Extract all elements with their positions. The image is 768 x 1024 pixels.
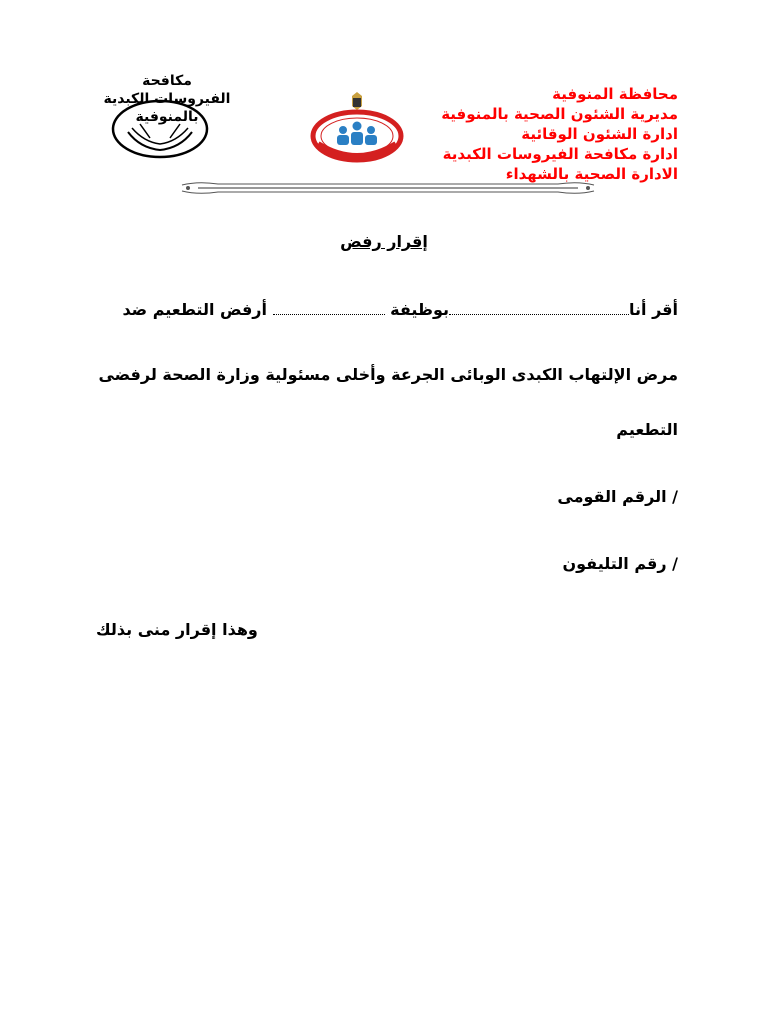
declaration-line-1 — [122, 300, 678, 319]
name-blank[interactable] — [449, 302, 629, 315]
org-line-3: بالمنوفية — [135, 109, 199, 125]
header-line-hepatitis: ادارة مكافحة الفيروسات الكبدية — [442, 145, 678, 163]
org-line-1: مكافحة — [142, 73, 192, 89]
header-line-health-admin: الادارة الصحية بالشهداء — [505, 165, 678, 183]
phone-label: / رقم التليفون — [562, 554, 678, 573]
header-line-directorate: مديرية الشئون الصحية بالمنوفية — [441, 105, 678, 123]
line1-part-a: أقر أنا — [629, 300, 678, 319]
declaration-line-3: التطعيم — [616, 420, 678, 439]
org-line-2: الفيروسات الكبدية — [103, 91, 231, 107]
line1-part-c: أرفض التطعيم ضد — [122, 300, 267, 319]
job-blank[interactable] — [273, 302, 385, 315]
hands-emblem-icon — [110, 98, 210, 160]
ministry-of-health-logo — [308, 92, 406, 164]
line1-part-b: بوظيفة — [390, 300, 450, 319]
header-line-governorate: محافظة المنوفية — [552, 85, 678, 103]
national-id-label: / الرقم القومى — [557, 487, 678, 506]
closing-statement: وهذا إقرار منى بذلك — [96, 620, 258, 639]
decorative-divider — [178, 180, 598, 196]
header-line-preventive: ادارة الشئون الوقائية — [521, 125, 678, 143]
declaration-line-2: مرض الإلتهاب الكبدى الوبائى الجرعة وأخلى مسئولية وزارة الصحة لرفضى — [98, 365, 678, 384]
document-title: إقرار رفض — [340, 232, 428, 251]
